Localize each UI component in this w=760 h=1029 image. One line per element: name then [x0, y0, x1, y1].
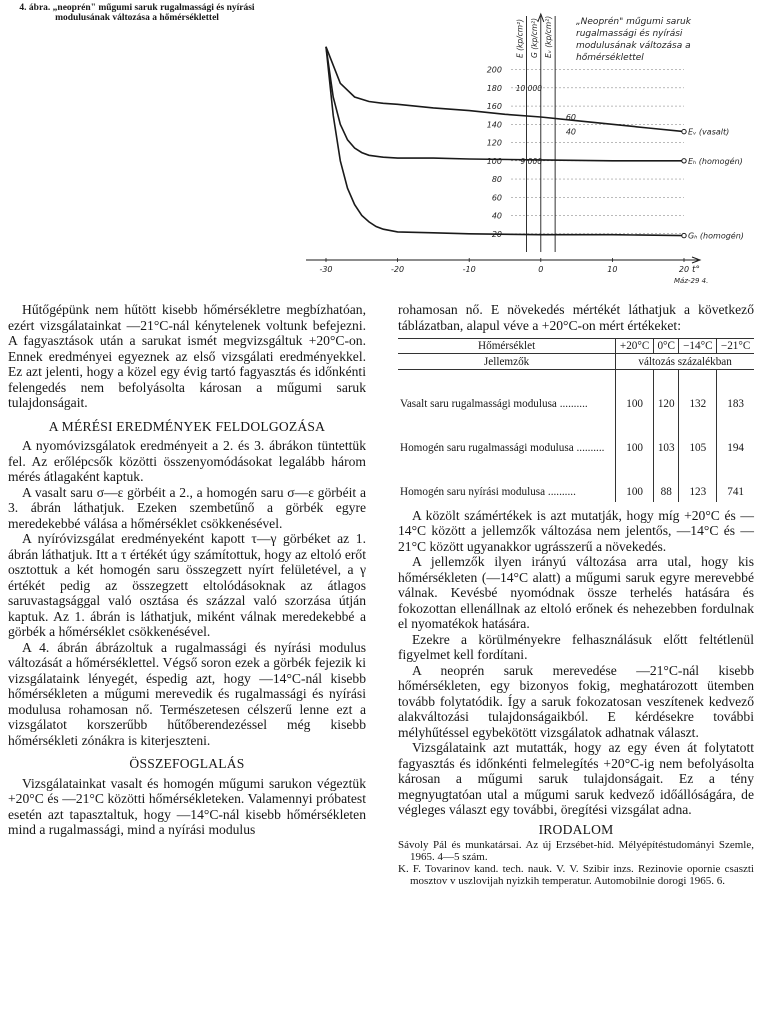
right-column: [398, 302, 754, 887]
table-temp-col: −14°C: [679, 339, 717, 354]
table-row: [398, 414, 754, 458]
chart-grid: [511, 70, 684, 234]
table-cell: 132: [679, 370, 717, 414]
paragraph: Ezekre a körülményekre felhasználásuk előtt feltétlenül figyelmet kell fordítani.: [398, 631, 754, 662]
table-temp-col: 0°C: [654, 339, 679, 354]
table-header-change: változás százalékban: [616, 354, 754, 370]
table-header-prop: Jellemzők: [398, 354, 616, 370]
table-cell: 100: [616, 370, 654, 414]
y-tick-label: 100: [486, 156, 502, 166]
x-tick-label: 10: [607, 265, 618, 274]
paragraph: A közölt számértékek is azt mutatják, hogy míg +20°C és —14°C között a jellemzők változása nem jelentős, —14°C és —21°C között ugyanakkor ugrásszerű a növekedés.: [398, 507, 754, 554]
y-tick-label: 60: [491, 193, 502, 203]
references-heading: IRODALOM: [538, 821, 614, 837]
y-tick-label: 160: [486, 102, 502, 112]
table-cell: 123: [679, 458, 717, 502]
table-cell: 183: [717, 370, 754, 414]
table-row-label: Homogén saru rugalmassági modulusa ..........: [400, 441, 605, 454]
paragraph: A neoprén saruk merevedése —21°C-nál kisebb hőmérsékleten, egy bizonyos fokig, meghatározott ütemben tovább folytatódik. Így a saruk fokozatosan veszítenek kedvező alakváltozási tulajdonságaikból. E kérdésekre további mélyhűtéssel egybekötött vizsgálatok adhatnak választ.: [398, 662, 754, 740]
curve-endpoint: [682, 159, 686, 163]
paragraph: Vizsgálataink azt mutatták, hogy az egy éven át folytatott fagyasztás és időnkénti felmelegítés +20°C-ig nem befolyásolta károsan a műgumi saruk tulajdonságait. Ez a tény megnyugtatóan utal a műgumi saruk kedvező időállóságára, de végleges választ egy további, öregítési vizsgálat adna.: [398, 740, 754, 817]
y3-tick-label: 40: [565, 127, 576, 137]
table-cell: 194: [717, 414, 754, 458]
table-cell: 741: [717, 458, 754, 502]
paragraph: rohamosan nő. E növekedés mértékét láthatjuk a következő táblázatban, alapul véve a +20°C-on mért értékeket:: [398, 302, 754, 333]
table-cell: 105: [679, 414, 717, 458]
curve-eh-homogen: [326, 47, 684, 161]
x-tick-label: 20: [678, 265, 690, 274]
y-tick-label: 200: [486, 65, 502, 75]
y-tick-label: 180: [486, 83, 502, 93]
chart-legend-line3: modulusának változása a: [576, 41, 691, 51]
references: [398, 839, 754, 887]
section-heading: A MÉRÉSI EREDMÉNYEK FELDOLGOZÁSA: [48, 418, 326, 434]
y-tick-label: 20: [491, 229, 502, 239]
paragraph: A jellemzők ilyen irányú változása arra utal, hogy kis hőmérsékleten (—14°C alatt) a műgumi saruk egyre merevebbé válnak. Kevésbé nyomódnak össze terhelés hatására és fokozottan ellenállnak az eltoló erőnek és nehezebben fordulnak el nyomatékok hatására.: [398, 554, 754, 631]
modulus-temperature-chart: [306, 2, 752, 292]
table-temp-col: +20°C: [616, 339, 654, 354]
y2-tick-label: 9 000: [520, 156, 542, 166]
x-tick-label: 0: [538, 265, 544, 274]
figure-caption: 4. ábra. „neoprén" műgumi saruk rugalmassági és nyírási modulusának változása a hőmérséklettel: [19, 3, 255, 23]
curve-gh-homogen: [326, 47, 684, 236]
curve-label: Eₕ (homogén): [688, 156, 743, 166]
chart-legend-line4: hőmérséklettel: [576, 53, 644, 63]
change-table: [398, 338, 754, 502]
x-tick-label: -10: [462, 265, 476, 274]
y-axis-label: Eᵥ (kp/cm²): [544, 15, 554, 58]
y-axis-label: E (kp/cm²): [515, 18, 525, 58]
y2-tick-label: 10 000: [515, 83, 542, 93]
x-unit-label: t°: [692, 265, 701, 275]
curve-label: Gₕ (homogén): [688, 231, 744, 241]
chart-legend-line1: „Neoprén" műgumi saruk: [576, 17, 691, 27]
y-tick-label: 40: [491, 211, 502, 221]
chart-labels: [319, 16, 743, 285]
table-cell: 100: [616, 458, 654, 502]
paragraph: A nyomóvizsgálatok eredményeit a 2. és 3. ábrákon tüntettük fel. Az erőlépcsők közötti összenyomódásokat legalább három mérés átlagaként kaptuk.: [8, 438, 366, 484]
figure-credit: Máz-29 4.: [674, 277, 709, 285]
x-tick-label: -30: [319, 265, 333, 274]
table-row-label: Vasalt saru rugalmassági modulusa ..........: [400, 397, 588, 410]
paragraph: A nyíróvizsgálat eredményeként kapott τ—γ görbéket az 1. ábrán láthatjuk. Itt a τ értékét úgy számítottuk, hogy az eltoló erőt osztottuk a két homogén saru összegzett nyírt felületével, a γ értékét pedig az összegzett eltolódásoknak az átlagos saruvastagsággal való osztása és százzal való szorzása útján kaptuk. Az 1. ábrán is láthatjuk, miként válnak meredekebbé a görbék a hőmérséklet csökkenésével.: [8, 531, 366, 639]
curve-endpoint: [682, 233, 686, 237]
reference-item: Sávoly Pál és munkatársai. Az új Erzsébet-híd. Mélyépítéstudományi Szemle, 1965. 4—5 szám.: [398, 839, 754, 863]
reference-item: K. F. Tovarinov kand. tech. nauk. V. V. Szibir inzs. Rezinovie opornie csaszti mosztov v uszlovijah nyizkih temperatur. Automobilnie dorogi 1965. 6.: [398, 863, 754, 887]
y-tick-label: 140: [486, 120, 502, 130]
left-column: [8, 302, 366, 838]
table-row-label: Homogén saru nyírási modulusa ..........: [400, 485, 576, 498]
table-header-temp: Hőmérséklet: [398, 339, 616, 354]
chart-axes: [306, 14, 700, 263]
y-tick-label: 120: [486, 138, 502, 148]
section-heading: ÖSSZEFOGLALÁS: [129, 756, 245, 771]
chart-legend-line2: rugalmassági és nyírási: [576, 29, 683, 39]
table-row: [398, 458, 754, 502]
table-cell: 88: [654, 458, 679, 502]
curve-label: Eᵥ (vasalt): [688, 127, 730, 137]
x-tick-label: -20: [391, 265, 405, 274]
paragraph: A 4. ábrán ábrázoltuk a rugalmassági és nyírási modulus változását a hőmérséklettel. Végső soron ezek a görbék fejezik ki vizsgálataink lényegét, éspedig azt, hogy —14°C-nál kisebb hőmérsékleten a műgumi merevedik és rugalmassági és nyírási modulusa rohamosan nő. Természetesen célszerű lenne ezt a vizsgálatot korszerűbb hűtőberendezéssel még kisebb hőmérsékleti zónákra is kiterjeszteni.: [8, 639, 366, 748]
table-row: [398, 370, 754, 414]
paragraph: A vasalt saru σ—ε görbéit a 2., a homogén saru σ—ε görbéit a 3. ábrán láthatjuk. Ezeken szembetűnő a görbék egyre meredekebbé válása a hőmérséklet csökkenésével.: [8, 484, 366, 531]
y-axis-label: G (kp/cm²): [529, 17, 539, 58]
table-temp-col: −21°C: [717, 339, 754, 354]
paragraph: Vizsgálatainkat vasalt és homogén műgumi sarukon végeztük +20°C és —21°C közötti hőmérsékleteken. Valamennyi próbatest esetén azt tapasztaltuk, hogy —14°C-nál kisebb hőmérsékleten mind a rugalmassági, mind a nyírási modulus: [8, 775, 366, 837]
table-cell: 103: [654, 414, 679, 458]
table-cell: 120: [654, 370, 679, 414]
chart-curves: [326, 47, 686, 238]
curve-endpoint: [682, 129, 686, 133]
y-tick-label: 80: [491, 175, 502, 185]
y3-tick-label: 60: [565, 113, 576, 123]
paragraph: Hűtőgépünk nem hűtött kisebb hőmérsékletre megbízhatóan, ezért vizsgálatainkat —21°C-nál kénytelenek voltunk befejezni. A fagyasztások után a sarukat ismét megvizsgáltuk +20°C-on. Ennek eredményei egyeznek az első vizsgálati eredményekkel. Ez azt jelenti, hogy a közel egy évig tartó fagyasztás és időnkénti felengedés nem befolyásolta károsan a műgumi saruk tulajdonságait.: [8, 302, 366, 410]
table-cell: 100: [616, 414, 654, 458]
